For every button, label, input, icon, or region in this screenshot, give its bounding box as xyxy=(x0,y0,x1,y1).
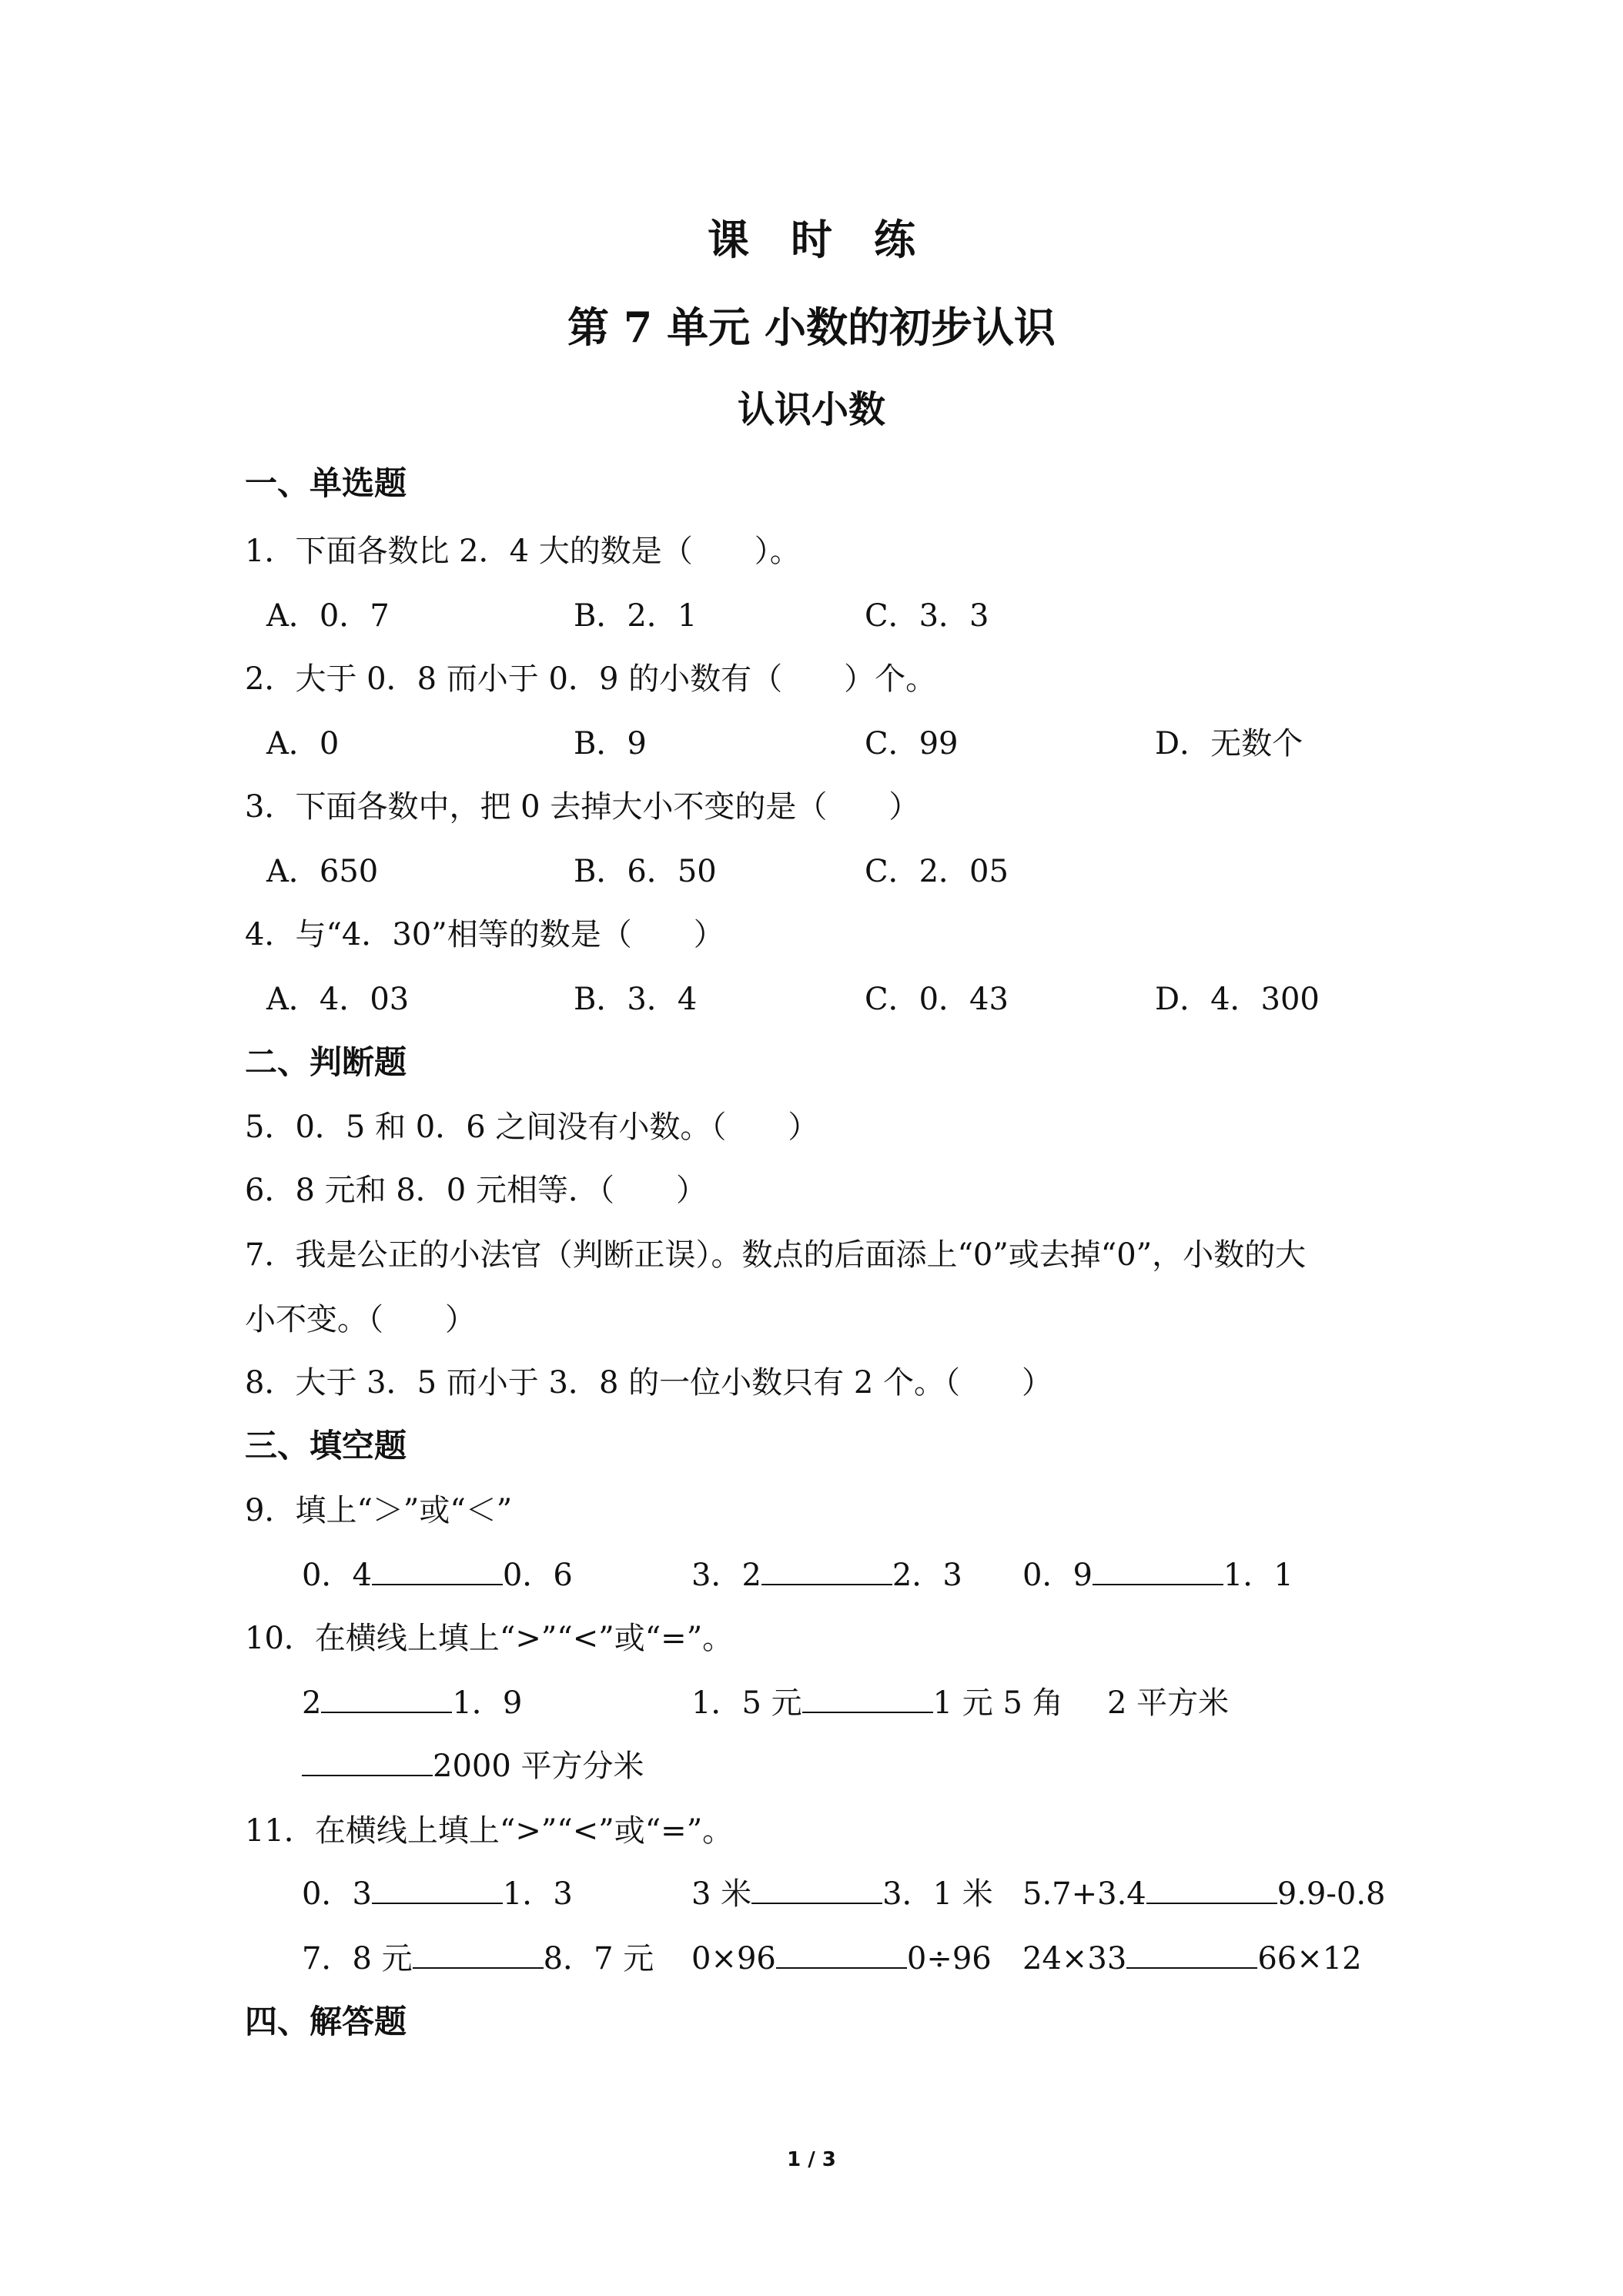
q11-item-3-right: 9.9-0.8 xyxy=(1277,1876,1386,1912)
question-1-option-b: B．2．1 xyxy=(574,598,698,634)
question-4-option-b: B．3．4 xyxy=(574,982,698,1017)
q11-item-4-right: 8．7 元 xyxy=(543,1941,654,1976)
question-11-item-3 xyxy=(1022,1874,1386,1914)
answer-blank[interactable] xyxy=(802,1684,933,1713)
q11-item-5-left: 0×96 xyxy=(691,1941,776,1976)
question-3-option-a: A．650 xyxy=(266,854,379,889)
question-3-stem: 3．下面各数中，把 0 去掉大小不变的是（ ） xyxy=(245,789,920,825)
question-10-item-3-continued xyxy=(302,1746,644,1786)
q9-item-3-right: 1．1 xyxy=(1223,1558,1293,1593)
answer-blank[interactable] xyxy=(302,1747,433,1776)
section-heading-problem-solving: 四、解答题 xyxy=(245,2003,407,2040)
question-6-stem: 6．8 元和 8．0 元相等．（ ） xyxy=(245,1173,707,1208)
q11-item-6-left: 24×33 xyxy=(1022,1941,1127,1976)
question-1-option-a: A．0．7 xyxy=(266,598,390,634)
q9-item-3-left: 0．9 xyxy=(1022,1558,1093,1593)
q10-item-2-left: 1．5 元 xyxy=(691,1685,802,1721)
q9-item-1-left: 0．4 xyxy=(302,1558,372,1593)
question-11-item-4 xyxy=(302,1939,654,1979)
question-3-option-b: B．6．50 xyxy=(574,854,717,889)
question-4-option-c: C．0．43 xyxy=(865,982,1009,1017)
question-10-item-3-left: 2 平方米 xyxy=(1107,1685,1230,1721)
question-1-option-c: C．3．3 xyxy=(865,598,989,634)
question-2-option-d: D．无数个 xyxy=(1155,726,1303,761)
answer-blank[interactable] xyxy=(321,1684,452,1713)
question-2-option-c: C．99 xyxy=(865,726,959,761)
page-number: 1 / 3 xyxy=(787,2148,836,2171)
q11-item-3-left: 5.7+3.4 xyxy=(1022,1876,1146,1912)
answer-blank[interactable] xyxy=(372,1875,503,1904)
answer-blank[interactable] xyxy=(1126,1940,1257,1969)
question-2-option-a: A．0 xyxy=(266,726,340,761)
q11-item-1-right: 1．3 xyxy=(502,1876,573,1912)
q10-item-3-right: 2000 平方分米 xyxy=(433,1749,644,1784)
question-11-stem: 11．在横线上填上“>”“<”或“=”。 xyxy=(245,1813,734,1849)
q11-item-5-right: 0÷96 xyxy=(906,1941,992,1976)
q10-item-2-right: 1 元 5 角 xyxy=(932,1685,1063,1721)
q11-item-2-right: 3．1 米 xyxy=(882,1876,993,1912)
question-4-option-a: A．4．03 xyxy=(266,982,410,1017)
question-8-stem: 8．大于 3．5 而小于 3．8 的一位小数只有 2 个。（ ） xyxy=(245,1365,1052,1401)
question-9-item-1 xyxy=(302,1555,573,1595)
answer-blank[interactable] xyxy=(761,1556,892,1585)
answer-blank[interactable] xyxy=(1146,1875,1277,1904)
q9-item-2-left: 3．2 xyxy=(691,1558,761,1593)
answer-blank[interactable] xyxy=(372,1556,503,1585)
q10-item-1-left: 2 xyxy=(302,1685,322,1721)
document-title: 课 时 练 xyxy=(708,215,915,264)
question-9-item-3 xyxy=(1022,1555,1293,1595)
question-5-stem: 5．0．5 和 0．6 之间没有小数。（ ） xyxy=(245,1110,819,1145)
answer-blank[interactable] xyxy=(413,1940,544,1969)
lesson-title: 认识小数 xyxy=(737,388,885,431)
question-2-stem: 2．大于 0．8 而小于 0．9 的小数有（ ）个。 xyxy=(245,661,937,697)
q10-item-1-right: 1．9 xyxy=(452,1685,523,1721)
answer-blank[interactable] xyxy=(751,1875,882,1904)
q9-item-2-right: 2．3 xyxy=(892,1558,962,1593)
question-9-stem: 9．填上“＞”或“＜” xyxy=(245,1493,513,1528)
question-11-item-5 xyxy=(691,1939,992,1979)
question-4-stem: 4．与“4．30”相等的数是（ ） xyxy=(245,917,724,952)
question-4-option-d: D．4．300 xyxy=(1155,982,1320,1017)
q11-item-4-left: 7．8 元 xyxy=(302,1941,413,1976)
question-7-stem-line-2: 小不变。（ ） xyxy=(245,1302,476,1337)
question-3-option-c: C．2．05 xyxy=(865,854,1009,889)
section-heading-single-choice: 一、单选题 xyxy=(245,464,407,502)
question-11-item-2 xyxy=(691,1874,993,1914)
question-7-stem-line-1: 7．我是公正的小法官（判断正误）。数点的后面添上“0”或去掉“0”，小数的大 xyxy=(245,1237,1307,1273)
section-heading-true-false: 二、判断题 xyxy=(245,1043,407,1081)
q11-item-2-left: 3 米 xyxy=(691,1876,752,1912)
question-9-item-2 xyxy=(691,1555,962,1595)
q11-item-6-right: 66×12 xyxy=(1257,1941,1362,1976)
q9-item-1-right: 0．6 xyxy=(502,1558,573,1593)
q11-item-1-left: 0．3 xyxy=(302,1876,372,1912)
unit-title: 第 7 单元 小数的初步认识 xyxy=(567,303,1056,352)
question-2-option-b: B．9 xyxy=(574,726,647,761)
question-10-item-1 xyxy=(302,1683,522,1723)
question-1-stem: 1．下面各数比 2．4 大的数是（ ）。 xyxy=(245,534,801,569)
question-10-stem: 10．在横线上填上“>”“<”或“=”。 xyxy=(245,1621,734,1656)
question-11-item-1 xyxy=(302,1874,573,1914)
answer-blank[interactable] xyxy=(776,1940,907,1969)
answer-blank[interactable] xyxy=(1093,1556,1223,1585)
section-heading-fill-in: 三、填空题 xyxy=(245,1427,407,1464)
question-10-item-2 xyxy=(691,1683,1063,1723)
question-11-item-6 xyxy=(1022,1939,1362,1979)
